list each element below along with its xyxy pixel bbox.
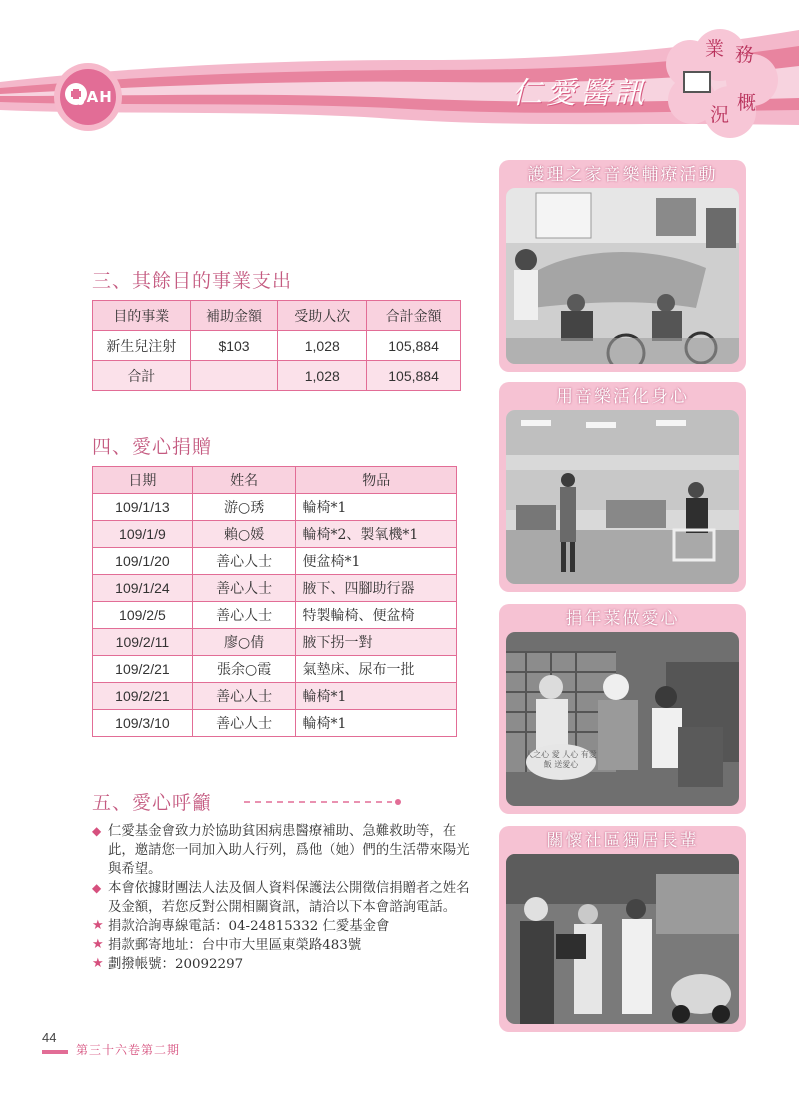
page-number: 44 <box>42 1030 57 1045</box>
table-cell: 輪椅*1 <box>296 710 457 737</box>
photo-panel-new-year-food <box>499 604 746 814</box>
section-char-4: 況 <box>710 104 730 126</box>
table-cell: 善心人士 <box>192 683 296 710</box>
magazine-title: 仁愛醫訊 <box>512 76 648 111</box>
appeal-paragraph <box>92 879 482 917</box>
table-cell: 腋下、四腳助行器 <box>296 575 457 602</box>
photo-caption: 用音樂活化身心 <box>556 387 689 407</box>
donation-table <box>92 466 457 737</box>
table-row <box>93 521 457 548</box>
star-bullet-icon: ★ <box>92 956 104 971</box>
table-cell: 善心人士 <box>192 710 296 737</box>
table-cell: 合計 <box>93 361 191 391</box>
diamond-bullet-icon: ◆ <box>92 824 102 838</box>
table-header-row <box>93 467 457 494</box>
contact-text: 捐款郵寄地址：台中市大里區東榮路483號 <box>108 938 362 953</box>
sign-text: 人之心 愛 人心 有愛飯 送愛心 <box>525 750 597 769</box>
issue-label: 第三十六卷第二期 <box>76 1043 181 1057</box>
photo-elderly-care <box>506 854 739 1024</box>
expense-table <box>92 300 461 391</box>
column-header: 目的事業 <box>93 301 191 331</box>
column-header: 補助金額 <box>190 301 278 331</box>
table-row <box>93 575 457 602</box>
table-row <box>93 683 457 710</box>
appeal-text: 仁愛基金會致力於協助貧困病患醫療補助、急難救助等，在此，邀請您一同加入助人行列，爲他（她）們的生活帶來陽光與希望。 <box>108 824 470 877</box>
table-cell: 輪椅*2、製氧機*1 <box>296 521 457 548</box>
photo-caption: 關懷社區獨居長輩 <box>546 831 699 851</box>
star-bullet-icon: ★ <box>92 918 104 933</box>
section-char-3: 概 <box>737 92 757 114</box>
table-cell: 105,884 <box>367 361 461 391</box>
photo-caption: 捐年菜做愛心 <box>565 609 680 629</box>
table-cell: 善心人士 <box>192 602 296 629</box>
table-cell: 105,884 <box>367 331 461 361</box>
star-bullet-icon: ★ <box>92 937 104 952</box>
contact-line <box>92 917 482 936</box>
photo-music-activity <box>506 410 739 584</box>
table-cell: $103 <box>190 331 278 361</box>
column-header: 姓名 <box>192 467 296 494</box>
table-cell: 1,028 <box>278 361 367 391</box>
table-cell: 新生兒注射 <box>93 331 191 361</box>
table-cell: 1,028 <box>278 331 367 361</box>
table-row <box>93 629 457 656</box>
header-banner <box>0 0 799 160</box>
table-cell: 109/1/9 <box>93 521 193 548</box>
table-cell: 109/3/10 <box>93 710 193 737</box>
table-row <box>93 331 461 361</box>
contact-text: 劃撥帳號：20092297 <box>108 957 244 972</box>
column-header: 物品 <box>296 467 457 494</box>
photo-caption: 護理之家音樂輔療活動 <box>527 165 718 185</box>
page-number-bar <box>42 1050 68 1054</box>
table-cell: 賴○媛 <box>192 521 296 548</box>
table-cell: 109/2/5 <box>93 602 193 629</box>
column-header: 日期 <box>93 467 193 494</box>
table-row <box>93 710 457 737</box>
table-cell: 氣墊床、尿布一批 <box>296 656 457 683</box>
table-cell: 109/2/21 <box>93 656 193 683</box>
table-cell: 109/2/11 <box>93 629 193 656</box>
table-row <box>93 548 457 575</box>
table-cell: 善心人士 <box>192 548 296 575</box>
table-cell: 109/1/24 <box>93 575 193 602</box>
dotted-divider <box>244 798 404 806</box>
table-cell: 特製輪椅、便盆椅 <box>296 602 457 629</box>
table-total-row <box>93 361 461 391</box>
table-cell: 便盆椅*1 <box>296 548 457 575</box>
section-char-2: 務 <box>735 44 755 66</box>
table-cell: 善心人士 <box>192 575 296 602</box>
photo-panel-elderly-care <box>499 826 746 1032</box>
photo-panel-music-activity <box>499 382 746 592</box>
section3-heading: 三、其餘目的事業支出 <box>92 270 293 292</box>
contact-text: 捐款洽詢專線電話：04-24815332 仁愛基金會 <box>108 919 390 934</box>
table-header-row <box>93 301 461 331</box>
table-row <box>93 602 457 629</box>
photo-panel-music-therapy <box>499 160 746 372</box>
table-cell <box>190 361 278 391</box>
contact-line <box>92 936 482 955</box>
table-row <box>93 656 457 683</box>
table-cell: 輪椅*1 <box>296 683 457 710</box>
section-char-1: 業 <box>705 38 725 60</box>
column-header: 受助人次 <box>278 301 367 331</box>
table-cell: 輪椅*1 <box>296 494 457 521</box>
contact-line <box>92 955 482 974</box>
section4-heading: 四、愛心捐贈 <box>92 436 213 458</box>
table-row <box>93 494 457 521</box>
appeal-section <box>92 822 482 974</box>
table-cell: 腋下拐一對 <box>296 629 457 656</box>
appeal-text: 本會依據財團法人法及個人資料保護法公開徵信捐贈者之姓名及金額，若您反對公開相關資訊，請洽以下本會諮詢電話。 <box>108 881 470 915</box>
table-cell: 109/1/13 <box>93 494 193 521</box>
appeal-paragraph <box>92 822 482 879</box>
table-cell: 游○琇 <box>192 494 296 521</box>
photo-music-therapy <box>506 188 739 364</box>
column-header: 合計金額 <box>367 301 461 331</box>
photo-new-year-food <box>506 632 739 806</box>
table-cell: 張余○霞 <box>192 656 296 683</box>
table-cell: 109/1/20 <box>93 548 193 575</box>
logo-text: JAH <box>80 88 113 106</box>
section5-heading: 五、愛心呼籲 <box>92 792 213 814</box>
table-cell: 廖○倩 <box>192 629 296 656</box>
table-cell: 109/2/21 <box>93 683 193 710</box>
diamond-bullet-icon: ◆ <box>92 881 102 895</box>
